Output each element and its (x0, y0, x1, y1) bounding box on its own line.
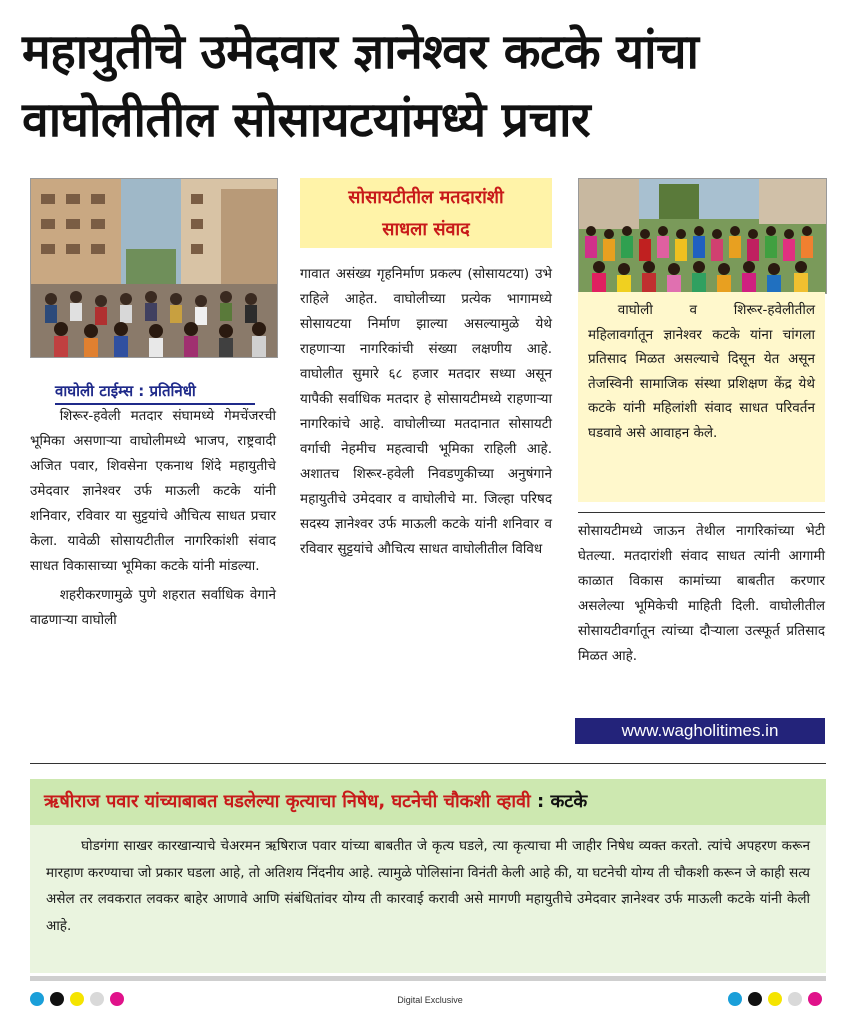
banner-separator: : (530, 791, 551, 812)
middle-subhead (300, 178, 552, 248)
registration-dot (808, 992, 822, 1006)
women-gathering-illustration (579, 179, 826, 293)
registration-dot (70, 992, 84, 1006)
notice-box (30, 825, 826, 973)
right-paragraph: सोसायटीमध्ये जाऊन तेथील नागरिकांच्या भेटी घेतल्या. मतदारांशी संवाद साधत त्यांनी आगामी काळात विकास कामांच्या बाबतीत करणार असलेल्या भूमिकेची माहिती दिली. वाघोलीतील सोसायटीवर्गातून त्यांच्या दौऱ्याला उत्स्फूर्त प्रतिसाद मिळत आहे. (578, 523, 825, 664)
notice-text: घोडगंगा साखर कारखान्याचे चेअरमन ऋषिराज पवार यांच्या बाबतीत जे कृत्य घडले, त्या कृत्याचा मी जाहीर निषेध व्यक्त करतो. त्यांचे अपहरण करून मारहाण करण्याचा जो प्रकार घडला आहे, तो अतिशय निंदनीय आहे. त्यामुळे पोलिसांना विनंती केली आहे की, या घटनेची योग्य ती चौकशी करून जे काही सत्य असेल तर लवकरात लवकर बाहेर आणावे आणि संबंधितांवर योग्य ती कारवाई करावी असे मागणी महायुतीचे उमेदवार ज्ञानेश्वर उर्फ माऊली कटके यांनी केली आहे. (46, 838, 810, 934)
headline-line-2: वाघोलीतील सोसायटयांमध्ये प्रचार (22, 92, 591, 148)
registration-dot (788, 992, 802, 1006)
society-meeting-photo (30, 178, 278, 358)
headline-line-1: महायुतीचे उमेदवार ज्ञानेश्वर कटके यांचा (22, 24, 699, 80)
news-banner (30, 779, 826, 825)
subhead-line-2: साधला संवाद (382, 219, 470, 240)
banner-title: ऋषीराज पवार यांच्याबाबत घडलेल्या कृत्याचा निषेध, घटनेची चौकशी व्हावी (44, 791, 531, 812)
registration-dot (748, 992, 762, 1006)
registration-dot (110, 992, 124, 1006)
registration-dot (50, 992, 64, 1006)
footer-bar (30, 976, 826, 981)
middle-paragraph: गावात असंख्य गृहनिर्माण प्रकल्प (सोसायटया) उभे राहिले आहेत. वाघोलीच्या प्रत्येक भागामध्ये सोसायटया निर्माण झाल्या असल्यामुळे येथे राहणाऱ्या नागरिकांची संख्या लक्षणीय आहे. वाघोलीत सुमारे ६८ हजार मतदार सध्या असून यापैकी सर्वाधिक मतदार हे सोसायटीमध्ये राहणाऱ्या नागरिकांचे आहे. वाघोलीच्या मतदानात सोसायटी वर्गाची नेहमीच महत्वाची भूमिका राहिली आहे. अशातच शिरूर-हवेली निवडणुकीच्या अनुषंगाने महायुतीचे उमेदवार व वाघोलीचे मा. जिल्हा परिषद सदस्य ज्ञानेश्वर उर्फ माऊली कटके यांनी शनिवार व रविवार सुट्टयांचे औचित्य साधत वाघोलीतील विविध (300, 266, 552, 557)
caption-text: वाघोली व शिरूर-हवेलीतील महिलावर्गातून ज्ञानेश्वर कटके यांना चांगला प्रतिसाद मिळत असल्याचे दिसून येत असून तेजस्विनी सामाजिक संस्था प्रशिक्षण केंद्र येथे कटके यांनी महिलांशी संवाद साधत परिवर्तन घडवावे असे आवाहन केले. (588, 302, 815, 441)
middle-column-text (300, 262, 552, 562)
footer-label: Digital Exclusive (397, 995, 463, 1005)
left-paragraph-1: शिरूर-हवेली मतदार संघामध्ये गेमचेंजरची भूमिका असणाऱ्या वाघोलीमध्ये भाजप, राष्ट्रवादी अजित पवार, शिवसेना एकनाथ शिंदे महायुतीचे उमेदवार ज्ञानेश्वर उर्फ माऊली कटके यांनी शनिवार, रविवार या सुट्टयांचे औचित्य साधत प्रचार केला. यावेळी सोसायटीतील नागरिकांशी संवाद साधत विकासाच्या भूमिका कटके यांनी मांडल्या. (30, 408, 276, 574)
registration-dot (30, 992, 44, 1006)
website-link[interactable]: www.wagholitimes.in (575, 718, 825, 744)
photo-caption (578, 292, 825, 502)
registration-dot (728, 992, 742, 1006)
caption-divider (578, 512, 825, 513)
banner-attribution: कटके (550, 791, 588, 812)
registration-dots-right (728, 992, 822, 1006)
registration-dot (90, 992, 104, 1006)
subhead-line-1: सोसायटीतील मतदारांशी (348, 187, 504, 208)
headline (22, 18, 834, 154)
section-divider (30, 763, 826, 764)
women-gathering-photo (578, 178, 827, 294)
left-paragraph-2: शहरीकरणामुळे पुणे शहरात सर्वाधिक वेगाने वाढणाऱ्या वाघोली (30, 587, 276, 628)
left-column-text (30, 404, 276, 633)
registration-dots-left (30, 992, 124, 1006)
byline: वाघोली टाईम्स : प्रतिनिधी (55, 380, 255, 405)
registration-dot (768, 992, 782, 1006)
society-meeting-illustration (31, 179, 277, 357)
right-column-text (578, 519, 825, 669)
